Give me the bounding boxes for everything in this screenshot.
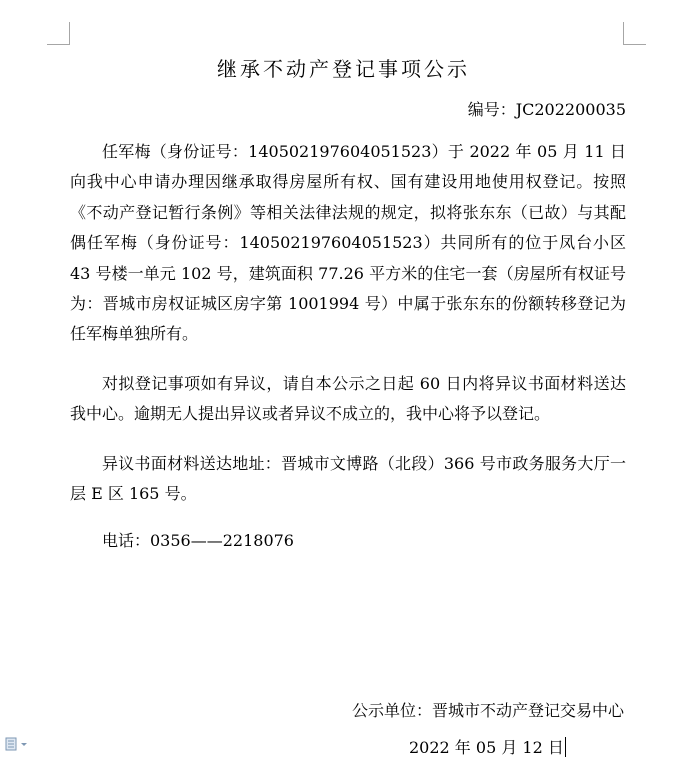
document-number: 编号：JC202200035 (467, 100, 626, 119)
date-text: 2022 年 05 月 12 日 (409, 738, 564, 757)
document-title: 继承不动产登记事项公示 (217, 57, 470, 81)
crop-mark-top-left (47, 22, 70, 45)
document-status-icon[interactable] (5, 737, 29, 751)
date-line[interactable] (409, 735, 566, 761)
crop-mark-top-right (623, 22, 646, 45)
paragraph-objection: 对拟登记事项如有异议，请自本公示之日起 60 日内将异议书面材料送达我中心。逾期无人提出异议或者异议不成立的，我中心将予以登记。 (70, 373, 626, 424)
phone-line: 电话：0356——2218076 (102, 531, 294, 551)
issuer-line: 公示单位：晋城市不动产登记交易中心 (351, 701, 624, 720)
paragraph-application: 任军梅（身份证号：140502197604051523）于 2022 年 05 月 11 日向我中心申请办理因继承取得房屋所有权、国有建设用地使用权登记。按照《不动产登记暂行条例》等相关法律法规的规定，拟将张东东（已故）与其配偶任军梅（身份证号：140502197604051523）共同所有的位于凤台小区 43 号楼一单元 102 号，建筑面积 77.26 平方米的住宅一套（房屋所有权证号为：晋城市房权证城区房字第 1001994 号）中属于张东东的份额转移登记为任军梅单独所有。 (70, 142, 626, 344)
paragraph-address: 异议书面材料送达地址：晋城市文博路（北段）366 号市政务服务大厅一层 E 区 165 号。 (70, 453, 626, 504)
document-body[interactable] (70, 137, 626, 557)
text-cursor (565, 737, 566, 757)
